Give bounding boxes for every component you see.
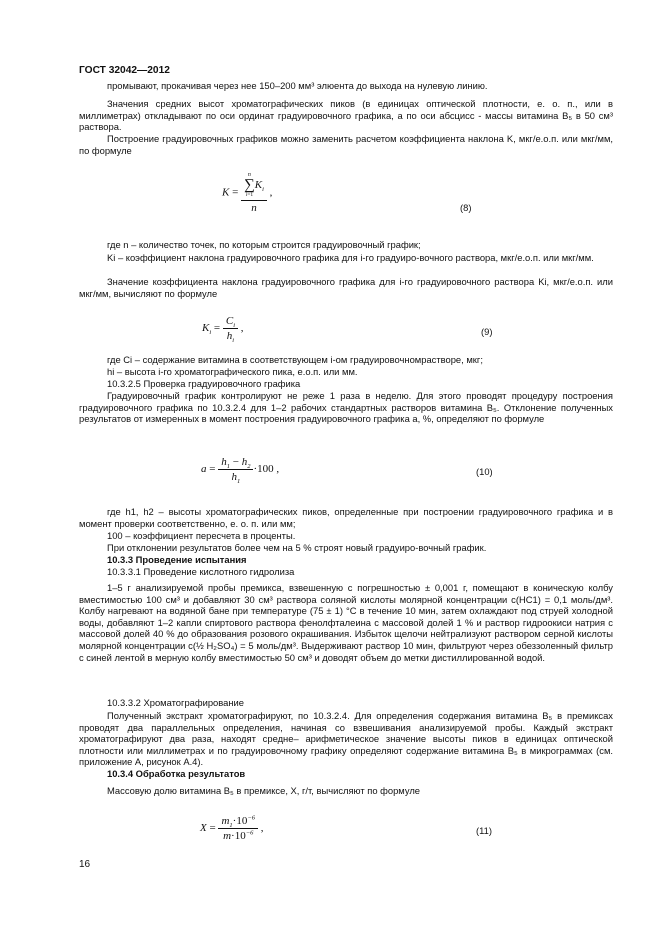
formula-11-number: (11) xyxy=(476,825,492,836)
paragraph-deviation-text: При отклонении результатов более чем на 5 % строят новый градуиро-вочный график. xyxy=(107,542,487,553)
formula-11-fraction xyxy=(218,815,258,842)
formula-8-tail: , xyxy=(269,186,273,199)
formula-9-num-sub: i xyxy=(233,322,236,330)
section-10332-title: 10.3.3.2 Хроматографирование xyxy=(107,697,244,708)
formula-10-n1: h xyxy=(221,456,227,468)
where-n xyxy=(107,239,613,251)
formula-9-num: C xyxy=(225,315,234,327)
section-1033-title: 10.3.3 Проведение испытания xyxy=(107,554,247,565)
paragraph-hydrolysis-text: 1–5 г анализируемой пробы премикса, взвешенную с погрешностью ± 0,001 г, помещают в коническую колбу вместимостью 100 см³ и добавляют 30 см³ раствора соляной кислоты молярной концентрации с(HC1) = 0,1 моль/дм³. Колбу нагревают на водяной бане при температуре (75 ± 1) °С в течение 10 мин, затем охлаждают под струей холодной воды, добавляют 1–2 капли спиртового раствора фенолфталеина с массовой долей 1 % и раствор гидроокиси натрия с массовой долей 40 % до образования розового окрашивания. Избыток щелочи нейтрализуют раствором серной кислоты молярной концентрации с(½ H₂SO₄) = 5 моль/дм³. Выдерживают раствор 10 мин, фильтруют через обеззоленный фильтр с синей лентой в мерную колбу вместимостью 50 см³ и доводят объем до метки дистиллированной водой. xyxy=(79,582,613,663)
paragraph-ki-intro xyxy=(79,276,613,299)
formula-10-number: (10) xyxy=(476,466,493,477)
paragraph-graph-axes-text: Значения средних высот хроматографических пиков (в единицах оптической плотности, е. о. п., или в миллиметрах) откладывают по оси ординат градуировочного графика, а по оси абсцисс - массы витамина B₅ в 50 см³ раствора. xyxy=(79,98,613,133)
formula-8-number: (8) xyxy=(460,202,472,213)
section-10331-title: 10.3.3.1 Проведение кислотного гидролиза xyxy=(107,566,295,577)
page-number: 16 xyxy=(79,859,91,870)
formula-8-term-sub: i xyxy=(262,186,264,194)
formula-9-number: (9) xyxy=(481,326,493,337)
formula-10: a = $\frac{h_1 - h_2}{h_1}$ ·100 , xyxy=(201,456,280,486)
section-10325-title: 10.3.2.5 Проверка градуировочного графика xyxy=(107,378,301,389)
paragraph-mass-fraction xyxy=(79,785,613,797)
section-1033 xyxy=(79,554,613,566)
where-ci-text: где Ci – содержание витамина в соответствующем i-ом градуировочномрастворе, мкг; xyxy=(107,354,483,365)
paragraph-deviation xyxy=(79,542,613,554)
formula-9-lhs: K xyxy=(202,322,210,335)
formula-8-den: n xyxy=(251,202,257,214)
formula-11-den-pow: ·10 xyxy=(231,830,246,842)
formula-8-lhs: K xyxy=(222,186,230,199)
formula-8: K = n ∑ i=1 $K_i$ n , xyxy=(222,172,273,214)
section-1034-title: 10.3.4 Обработка результатов xyxy=(107,768,246,779)
where-100-text: 100 – коэффициент пересчета в проценты. xyxy=(107,530,296,541)
formula-8-lower: i=1 xyxy=(245,192,254,198)
paragraph-check xyxy=(79,390,613,425)
where-h1h2 xyxy=(79,506,613,529)
formula-9-den-sub: i xyxy=(232,337,235,345)
section-10325 xyxy=(79,378,613,390)
formula-9-lhs-sub: i xyxy=(209,329,212,337)
paragraph-ki-intro-text: Значение коэффициента наклона градуировочного графика для i-го градуировочного раствора Ki, мкг/е.о.п. или мкг/мм, вычисляют по формуле xyxy=(79,276,613,299)
formula-9-den: h xyxy=(226,330,233,342)
formula-8-sum: ∑ xyxy=(244,177,255,193)
formula-9-tail: , xyxy=(240,322,244,335)
formula-10-n2: h xyxy=(241,456,248,468)
where-ki xyxy=(79,252,613,264)
paragraph-slope-intro xyxy=(79,133,613,156)
where-ci xyxy=(107,354,613,366)
where-hi xyxy=(107,366,613,378)
formula-11-den-exp: −6 xyxy=(245,829,254,837)
formula-11-num: m xyxy=(221,815,230,827)
formula-10-n1-sub: 1 xyxy=(226,463,230,471)
paragraph-check-text: Градуировочный график контролируют не реже 1 раза в неделю. Для этого проводят процедуру построения градуировочного графика по 10.3.2.4 для 1–2 рабочих стандартных растворов витамина B₅. Отклонение полученных результатов от измеренных в момент построения градуировочного графика a, %, определяют по формуле xyxy=(79,390,613,425)
formula-9-fraction xyxy=(223,315,238,345)
formula-10-tail: , xyxy=(276,463,280,476)
formula-9: $K_i$ = $\frac{C_i}{h_i}$ , xyxy=(202,315,244,345)
formula-10-den-sub: 1 xyxy=(236,478,241,486)
formula-10-lhs: a xyxy=(201,463,207,476)
formula-11: X = $\frac{m_1\cdot 10^{-6}}{m\cdot 10^{-6}}$ , xyxy=(200,814,264,842)
formula-10-n2-sub: 2 xyxy=(247,463,251,471)
where-n-text: где n – количество точек, по которым строится градуировочный график; xyxy=(107,239,421,250)
paragraph-chromatography xyxy=(79,710,613,768)
formula-10-fraction xyxy=(218,456,253,486)
document-header: ГОСТ 32042—2012 xyxy=(79,65,170,76)
section-10332 xyxy=(79,697,613,709)
formula-11-lhs: X xyxy=(200,822,207,835)
paragraph-slope-intro-text: Построение градуировочных графиков можно заменить расчетом коэффициента наклона K, мкг/е.о.п. или мкг/мм, по формуле xyxy=(79,133,613,156)
formula-8-term: K xyxy=(254,179,263,192)
formula-10-minus: − xyxy=(232,456,239,468)
formula-11-den: m xyxy=(223,830,232,842)
where-100 xyxy=(107,530,613,542)
formula-8-fraction xyxy=(241,172,267,214)
formula-11-num-pow: ·10 xyxy=(232,815,248,827)
section-10331 xyxy=(79,566,613,578)
paragraph-graph-axes xyxy=(79,98,613,133)
where-h1h2-text: где h1, h2 – высоты хроматографических пиков, определенные при построении градуировочного графика и в момент проверки соответственно, е. о. п. или мм; xyxy=(79,506,613,529)
section-1034 xyxy=(79,768,613,780)
paragraph-hydrolysis xyxy=(79,582,613,663)
where-hi-text: hi – высота i-го хроматографического пика, е.о.п. или мм. xyxy=(107,366,358,377)
formula-11-tail: , xyxy=(260,822,264,835)
paragraph-rinse-text: промывают, прокачивая через нее 150–200 мм³ элюента до выхода на нулевую линию. xyxy=(107,80,488,91)
formula-8-upper: n xyxy=(247,172,251,178)
where-ki-text: Ki – коэффициент наклона градуировочного графика для i-го градуиро-вочного раствора, мкг/е.о.п. или мкг/мм. xyxy=(107,252,594,263)
paragraph-chromatography-text: Полученный экстракт хроматографируют, по 10.3.2.4. Для определения содержания витамина B₅ в премиксах проводят два параллельных определения, начиная со взвешивания анализируемой пробы. Каждый экстракт хроматографируют два раза, находят средне– арифметическое значение высоты пиков в единицах оптической плотности или миллиметрах и по градуировочному графику определяют содержание витамина B₅ в микрограммах (см. приложение А, рисунок А.4). xyxy=(79,710,613,768)
formula-11-num-exp: −6 xyxy=(247,814,255,822)
paragraph-mass-fraction-text: Массовую долю витамина B₅ в премиксе, X, г/т, вычисляют по формуле xyxy=(107,785,421,796)
paragraph-rinse xyxy=(79,80,613,92)
formula-11-num-sub: 1 xyxy=(229,822,233,830)
formula-10-mult: ·100 xyxy=(253,463,274,476)
formula-10-den: h xyxy=(231,471,237,483)
